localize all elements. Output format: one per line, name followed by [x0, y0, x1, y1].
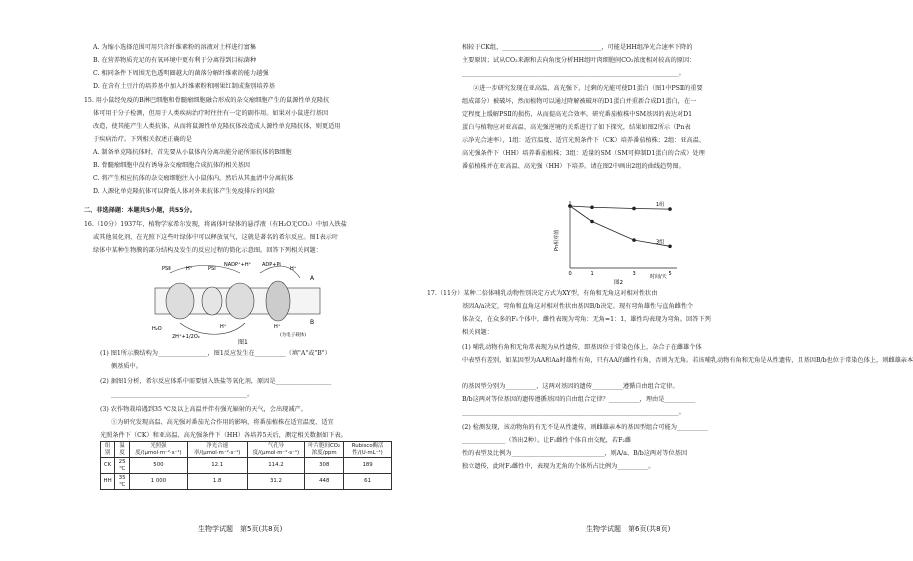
- left-text-line: 于疾病治疗。下列相关叙述正确的是: [93, 136, 192, 143]
- graph-x-label: 时间/天: [650, 274, 667, 280]
- left-text-line: ____________________________________________。: [111, 391, 254, 398]
- left-text-line: 绿体中某种生物膜的部分结构及发生的反应过程的简化示意图。回答下列相关问题：: [93, 247, 322, 254]
- right-text-line: 体杂交，在众多的F₁个体中，雌性表现为弯角：无角=1：1，雄性均表现为弯角。回答下列: [462, 316, 711, 323]
- table-cell: 31.2: [247, 474, 305, 490]
- left-text-line: 侧基质中。: [111, 363, 142, 370]
- diagram-label-h2o: H₂O: [152, 326, 162, 332]
- table-cell: 114.2: [247, 458, 305, 474]
- diagram-label-a: A: [310, 275, 315, 282]
- right-text-line: 高光强条件下（HH）培养番茄植株；3组：适量的SM（SM可抑制D1蛋白的合成）处理: [462, 150, 705, 157]
- table-cell: CK: [101, 458, 115, 474]
- right-text-line: B/b这两对等位基因的遗传遵循基因的自由组合定律？__________，理由是__________: [462, 396, 696, 403]
- right-text-line: 性的表型及比例为______________________________，则A/a、B/b这两对等位基因: [462, 450, 688, 457]
- left-text-line: C. 将产生相应抗体的杂交瘤细胞注入小鼠体内，然后从其血清中分离抗体: [93, 175, 294, 182]
- data-point: [668, 245, 672, 249]
- left-text-line: (1) 图1所示膜结构为________________，图1反应发生在__________（填"A"或"B"）: [100, 350, 331, 357]
- table-cell: 25 ℃: [115, 458, 130, 474]
- right-text-line: ______________（答出2种）。让F₁雌性个体自由交配，若F₂雌: [462, 437, 632, 444]
- diagram-figure-title: 图1: [238, 339, 248, 346]
- table-cell: 448: [305, 474, 344, 490]
- right-text-line: ②进一步研究发现在亚高温、高光强下，过剩的光能可使D1蛋白（图1中PSⅡ的重要: [473, 85, 703, 92]
- right-text-line: (2) 检测发现，该动物角的有无不是从性遗传，则雌雄亲本的基因型组合可能为__________: [462, 424, 708, 431]
- thylakoid-membrane-diagram: [150, 258, 330, 346]
- diagram-label-b: B: [310, 319, 315, 326]
- diagram-label-adp: ADP+Pi: [262, 262, 281, 268]
- x-tick-label: 1: [590, 271, 594, 277]
- diagram-label-hplus-1: H⁺: [186, 266, 193, 272]
- table-header-cell: 气孔导度/(μmol·m⁻²·s⁻¹): [247, 442, 305, 458]
- table-header-cell: Rubisco酶活性/(U·mL⁻¹): [344, 442, 392, 458]
- right-text-line: 相较于CK组，________________________________，可能是HH组净光合速率下降的: [462, 44, 693, 51]
- series-line: [570, 206, 670, 246]
- table-header-cell: 光照强度/(μmol·m⁻²·s⁻¹): [130, 442, 188, 458]
- left-text-line: A. 为缩小选择范围可用只含纤维素粉的溶液对土样进行富集: [93, 44, 257, 51]
- table-cell: 61: [344, 474, 392, 490]
- right-text-line: 中表型有差别，如某因型为AA和Aa时雄性有角，只有AA的雌性有角，否则为无角。若该哺乳动物有角和无角是从性遗传，且基因B/b也位于常染色体上，则雌雄亲本: [462, 357, 913, 364]
- x-tick-label: 0: [568, 271, 572, 277]
- right-text-line: 的基因型分别为__________，这两对基因的遗传__________遵循自由组合定律。: [462, 383, 679, 390]
- table-cell: 500: [130, 458, 188, 474]
- table-row: [101, 458, 392, 474]
- left-text-line: 15. 用小鼠经免疫的B淋巴细胞和骨髓瘤细胞融合形成的杂交瘤细胞产生的鼠源性单克隆抗: [84, 97, 330, 104]
- pn-graph: [552, 196, 682, 286]
- table-cell: 189: [344, 458, 392, 474]
- right-text-line: 示净光合速率），1组：适宜温度、适宜光照条件下（CK）培养番茄植株；2组：亚高温、: [462, 137, 706, 144]
- data-table: [100, 441, 392, 490]
- diagram-side-label: (为电子载体): [280, 333, 307, 338]
- series-label: 1组: [656, 202, 665, 209]
- data-point: [590, 205, 594, 209]
- right-text-line: (1) 哺乳动物有角和无角常表现为从性遗传，即基因位于常染色体上，杂合子在雌雄个体: [462, 344, 702, 351]
- table-cell: 1 000: [130, 474, 188, 490]
- left-text-line: (3) 农作物栽培遇到35 ℃及以上高温并伴有强光辐射的天气，会出现减产。: [100, 406, 307, 413]
- right-text-line: 相关问题：: [462, 329, 493, 336]
- diagram-label-oxygen: 2H⁺+1/2O₂: [172, 334, 200, 340]
- data-point: [632, 207, 636, 211]
- right-text-line: 独立遗传，此时F₂雌性中，表现为无角的个体所占比例为__________。: [462, 463, 655, 470]
- x-tick-label: 5: [668, 271, 672, 277]
- series-line: [570, 206, 670, 209]
- table-header-row: [101, 442, 392, 458]
- table-header-cell: 温度: [115, 442, 130, 458]
- right-text-line: ______________________________________________________________________。: [462, 409, 685, 416]
- left-text-line: B. 在营养物质充足的有氧环境中更有利于分离得到目标菌种: [93, 57, 257, 64]
- table-cell: HH: [101, 474, 115, 490]
- diagram-label-nadp: NADP⁺+H⁺: [224, 262, 252, 268]
- right-text-line: 主要原因；试从CO₂来源和去向角度分析HH组叶肉细胞间CO₂浓度相对较高的原因：: [462, 57, 696, 64]
- left-text-line: D. 人源化单克隆抗体可以降低人体对外来抗体产生免疫排斥的风险: [93, 188, 275, 195]
- data-point: [632, 238, 636, 242]
- right-text-line: 定程度上缓解PSⅡ的损伤，从而提高光合效率。研究番茄植株中SM基因的表达对D1: [462, 111, 693, 118]
- left-text-line: ①为研究发现高温、高光强对番茄光合作用的影响，将番茄植株在适宜温度、适宜: [111, 419, 334, 426]
- x-tick-label: 3: [632, 271, 636, 277]
- right-text-line: 17.（11分）某种二倍体哺乳动物性别决定方式为XY型，有角和无角这对相对性状由: [427, 290, 658, 297]
- left-text-line: A. 制备单克隆抗体时，首先要从小鼠体内分离出能分泌所需抗体的B细胞: [93, 149, 292, 156]
- table-header-cell: 叶片胞间CO₂浓度/ppm: [305, 442, 344, 458]
- table-cell: 1.8: [187, 474, 247, 490]
- left-text-line: 光照条件下（CK）和亚高温、高光强条件下（HH）各培养5天后，测定相关数据如下表。: [100, 432, 347, 439]
- left-text-line: B. 骨髓瘤细胞中没有诱导杂交瘤细胞合成抗体的相关基因: [93, 162, 250, 169]
- series-label: 3组: [656, 239, 665, 246]
- diagram-label-ps2: PSⅡ: [162, 266, 171, 272]
- left-page-footer: 生物学试题 第5页(共8页): [198, 525, 283, 533]
- left-text-line: (2) 据图1分析，希尔反应体系中需要加入铁盐等氧化剂，原因是__________________: [100, 378, 332, 385]
- left-text-line: 16.（10分）1937年，植物学家希尔发现，将离体叶绿体的悬浮液（有H₂O无CO₂）中加入铁盐: [84, 221, 347, 228]
- right-text-line: ______________________________________________________________________。: [462, 70, 685, 77]
- left-text-line: 改造，使其能产生人类抗体，从而将鼠源性单克隆抗体改造成人源性单克隆抗体，则更适用: [93, 123, 341, 130]
- data-point: [568, 204, 572, 208]
- table-row: [101, 474, 392, 490]
- table-cell: 35 ℃: [115, 474, 130, 490]
- left-text-line: C. 相同条件下周围无色透明圈越大的菌落分解纤维素的能力越强: [93, 70, 269, 77]
- left-text-line: 二、非选择题：本题共5小题，共55分。: [84, 207, 196, 214]
- diagram-label-hplus-3: H⁺: [220, 324, 227, 330]
- table-header-cell: 组别: [101, 442, 115, 458]
- table-cell: 12.1: [187, 458, 247, 474]
- right-text-line: 组成部分）被破坏，然而植物可以通过降解被破坏的D1蛋白并重新合成D1蛋白，在一: [462, 98, 697, 105]
- right-text-line: 番茄植株并在亚高温、高光强（HH）下培养。请在图2中画出2组的曲线趋势图。: [462, 163, 685, 170]
- diagram-label-hplus-2: H⁺: [290, 266, 297, 272]
- left-text-line: 体可用于分子检测，但用于人类疾病治疗时往往有一定的副作用。如果对小鼠进行基因: [93, 110, 329, 117]
- diagram-label-hplus-4: H⁺: [274, 324, 281, 330]
- right-page-footer: 生物学试题 第6页(共8页): [586, 525, 671, 533]
- diagram-label-ps1: PSⅠ: [208, 266, 216, 272]
- table-header-cell: 净光合速率/(μmol·m⁻²·s⁻¹): [187, 442, 247, 458]
- table-cell: 308: [305, 458, 344, 474]
- left-text-line: 或其他氧化剂，在光照下这些叶绿体中可以释放氧气，这就是著名的希尔反应。图1表示叶: [93, 234, 339, 241]
- right-text-line: 蛋白与植物应对亚高温、高光强逆境的关系进行了如下探究，结果如图2所示（Pn表: [462, 124, 691, 131]
- data-point: [590, 220, 594, 224]
- graph-y-label: Pn相对值: [554, 229, 560, 251]
- right-text-line: 基因A/a决定，弯角和直角这对相对性状由基因B/b决定。现有弯角雄性与直角雌性个: [462, 303, 694, 310]
- data-point: [668, 207, 672, 211]
- graph-figure-title: 图2: [614, 280, 623, 286]
- left-text-line: D. 在含有土豆汁的培养基中加入纤维素粉和刚果红制成鉴别培养基: [93, 83, 275, 90]
